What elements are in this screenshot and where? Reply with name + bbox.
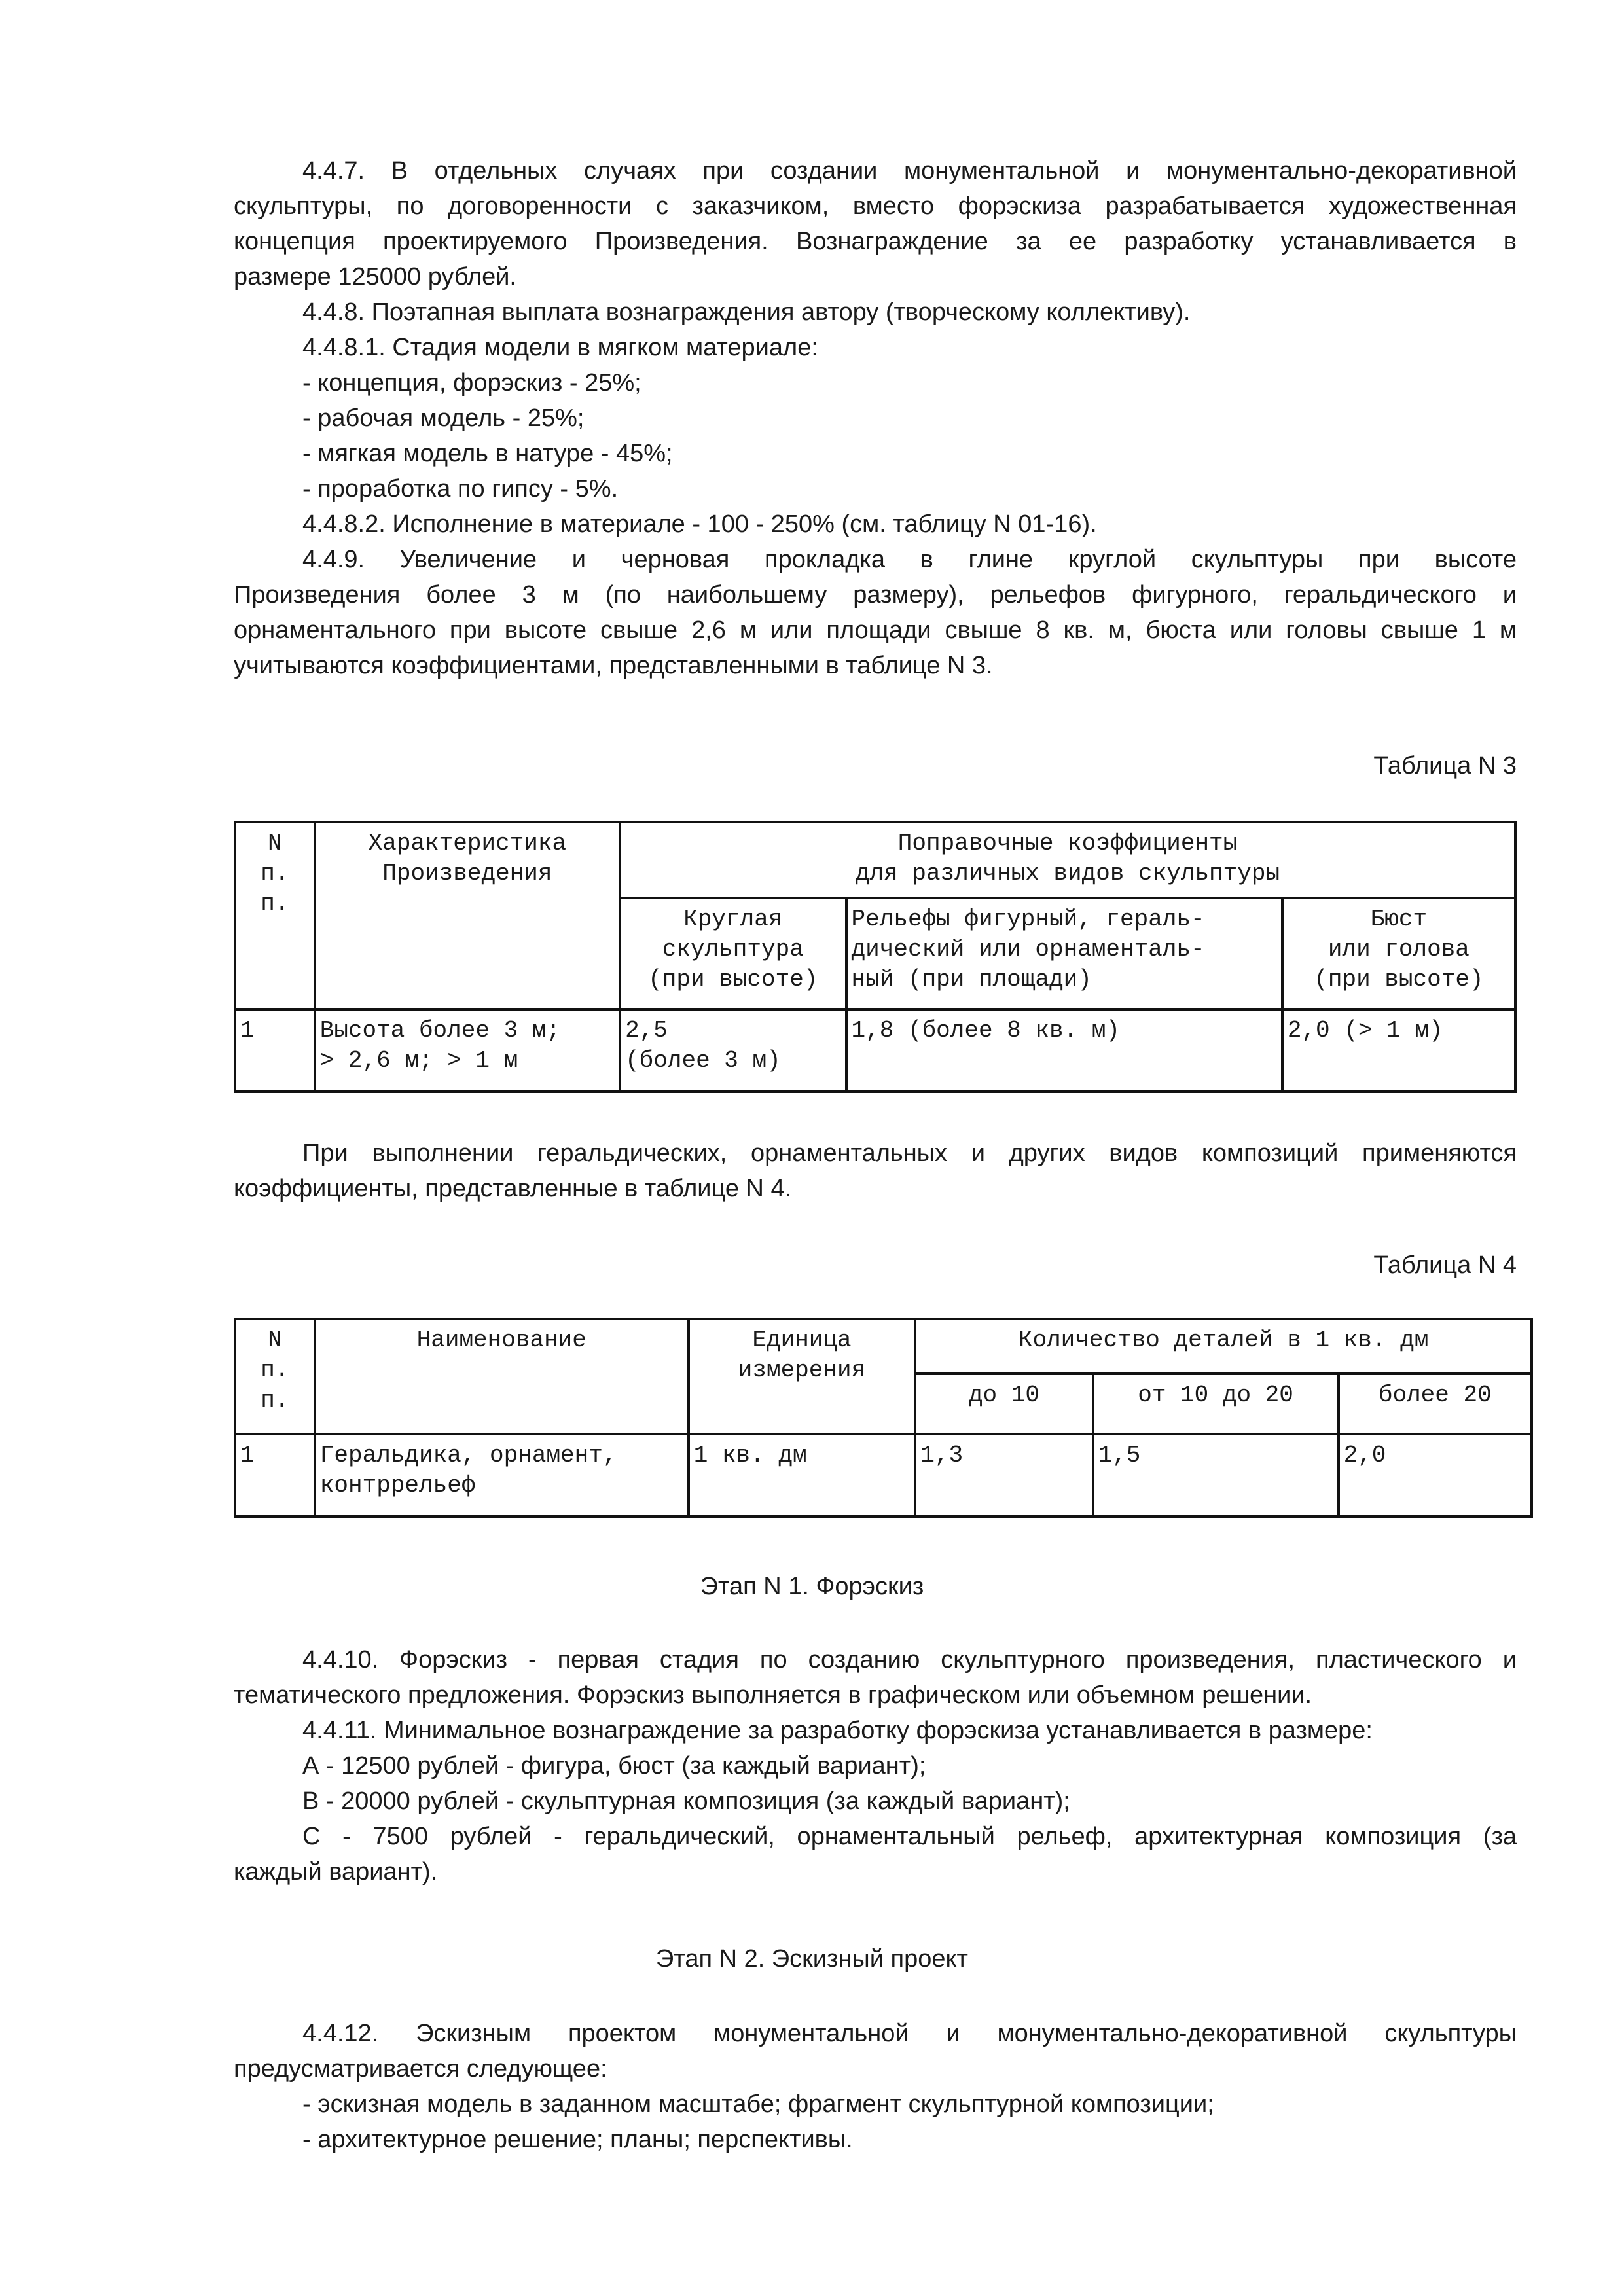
- list-item: - рабочая модель - 25%;: [302, 404, 585, 432]
- table-3-header-group: Поправочные коэффициенты для различных видов скульптуры: [620, 822, 1515, 898]
- table-4-header-group: Количество деталей в 1 кв. дм: [915, 1319, 1532, 1374]
- text-line: орнаментального при высоте свыше 2,6 м или площади свыше 8 кв. м, бюста или головы свыше 1 м: [234, 617, 1517, 644]
- table-cell: 1,5: [1093, 1434, 1339, 1516]
- table-cell: 1,3: [915, 1434, 1092, 1516]
- table-row: [235, 1434, 1532, 1516]
- table-4-header-unit: Единица измерения: [689, 1319, 916, 1434]
- text-line: 4.4.7. В отдельных случаях при создании монументальной и монументально-декоративной: [302, 157, 1517, 185]
- table-4-header-c3: более 20: [1339, 1374, 1532, 1434]
- paragraph-4-4-8: [234, 295, 1517, 542]
- text-line: коэффициенты, представленные в таблице N 4.: [234, 1175, 792, 1202]
- table-4-header-c1: до 10: [915, 1374, 1092, 1434]
- table-cell: 1: [235, 1009, 315, 1092]
- table-4-caption: Таблица N 4: [1373, 1251, 1517, 1279]
- stage-2-title: Этап N 2. Эскизный проект: [656, 1945, 968, 1973]
- text-line: концепция проектируемого Произведения. Вознаграждение за ее разработку устанавливается в: [234, 228, 1517, 255]
- paragraph-4-4-12: [234, 2016, 1517, 2157]
- table-3: [234, 821, 1517, 1093]
- table-cell: 2,0 (> 1 м): [1282, 1009, 1515, 1092]
- text-line: 4.4.9. Увеличение и черновая прокладка в глине круглой скульптуры при высоте: [302, 546, 1517, 573]
- text-line: тематического предложения. Форэскиз выполняется в графическом или объемном решении.: [234, 1681, 1312, 1709]
- text-line: 4.4.11. Минимальное вознаграждение за разработку форэскиза устанавливается в размере:: [302, 1717, 1373, 1744]
- text-line: скульптуры, по договоренности с заказчиком, вместо форэскиза разрабатывается художественная: [234, 192, 1517, 220]
- table-cell: Геральдика, орнамент, контррельеф: [315, 1434, 689, 1516]
- text-line: 4.4.8. Поэтапная выплата вознаграждения автору (творческому коллективу).: [302, 298, 1191, 326]
- list-item: В - 20000 рублей - скульптурная композиция (за каждый вариант);: [302, 1787, 1070, 1815]
- list-item: - концепция, форэскиз - 25%;: [302, 369, 641, 397]
- list-item: - мягкая модель в натуре - 45%;: [302, 440, 673, 467]
- table-3-caption: Таблица N 3: [1373, 752, 1517, 780]
- table-4: [234, 1318, 1533, 1518]
- table-cell: 1,8 (более 8 кв. м): [846, 1009, 1282, 1092]
- paragraph-heraldic: [234, 1136, 1517, 1206]
- list-item: - эскизная модель в заданном масштабе; фрагмент скульптурной композиции;: [302, 2090, 1214, 2118]
- table-3-header-num: N п. п.: [235, 822, 315, 1009]
- text-line: 4.4.12. Эскизным проектом монументальной и монументально-декоративной скульптуры: [302, 2020, 1517, 2047]
- table-4-header-c2: от 10 до 20: [1093, 1374, 1339, 1434]
- table-3-header-characteristic: Характеристика Произведения: [315, 822, 620, 1009]
- table-cell: 1 кв. дм: [689, 1434, 916, 1516]
- text-line: Произведения более 3 м (по наибольшему размеру), рельефов фигурного, геральдического и: [234, 581, 1517, 609]
- table-3-header-bust: Бюст или голова (при высоте): [1282, 898, 1515, 1009]
- table-cell: 1: [235, 1434, 315, 1516]
- list-item: - архитектурное решение; планы; перспективы.: [302, 2126, 853, 2153]
- table-3-header-relief: Рельефы фигурный, гераль- дический или орнаменталь- ный (при площади): [846, 898, 1282, 1009]
- table-4-header-num: N п. п.: [235, 1319, 315, 1434]
- paragraph-4-4-7: [234, 153, 1517, 295]
- list-item: - проработка по гипсу - 5%.: [302, 475, 619, 503]
- paragraph-4-4-10: [234, 1642, 1517, 1890]
- table-3-header-round: Круглая скульптура (при высоте): [620, 898, 846, 1009]
- text-line: размере 125000 рублей.: [234, 263, 516, 291]
- text-line: предусматривается следующее:: [234, 2055, 607, 2083]
- text-line: При выполнении геральдических, орнаментальных и других видов композиций применяются: [302, 1139, 1517, 1167]
- table-cell: Высота более 3 м; > 2,6 м; > 1 м: [315, 1009, 620, 1092]
- paragraph-4-4-9: [234, 542, 1517, 683]
- text-line: учитываются коэффициентами, представленными в таблице N 3.: [234, 652, 993, 679]
- text-line: каждый вариант).: [234, 1858, 438, 1886]
- text-line: 4.4.10. Форэскиз - первая стадия по созданию скульптурного произведения, пластического и: [302, 1646, 1517, 1674]
- table-row: [235, 1009, 1515, 1092]
- table-4-header-name: Наименование: [315, 1319, 689, 1434]
- stage-1-title: Этап N 1. Форэскиз: [700, 1573, 924, 1600]
- text-line: 4.4.8.2. Исполнение в материале - 100 - 250% (см. таблицу N 01-16).: [302, 511, 1097, 538]
- table-cell: 2,5 (более 3 м): [620, 1009, 846, 1092]
- list-item: А - 12500 рублей - фигура, бюст (за каждый вариант);: [302, 1752, 926, 1780]
- text-line: 4.4.8.1. Стадия модели в мягком материале:: [302, 334, 818, 361]
- table-cell: 2,0: [1339, 1434, 1532, 1516]
- list-item: С - 7500 рублей - геральдический, орнаментальный рельеф, архитектурная композиция (за: [302, 1823, 1517, 1850]
